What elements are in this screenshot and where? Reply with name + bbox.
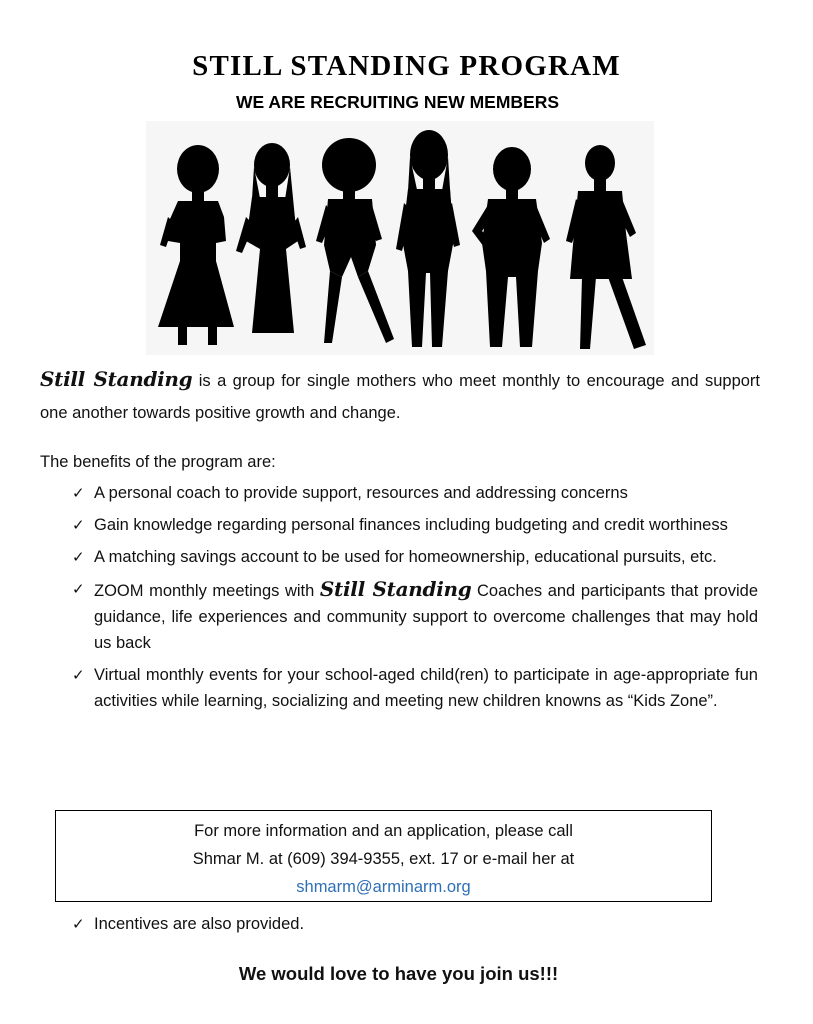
brand-name: Still Standing [40,367,193,391]
list-item [72,512,758,538]
list-item [72,544,758,570]
intro-text: is a group for single mothers who meet monthly to encourage and support one another towards positive growth and change. [40,372,760,422]
checkmark-icon: ✓ [72,548,85,566]
list-item [72,662,758,714]
benefit-text-prefix: ZOOM monthly meetings with [94,582,320,600]
silhouette-1 [158,145,234,345]
intro-paragraph [40,363,760,429]
benefits-list [72,480,758,720]
silhouette-2 [236,143,306,333]
list-item [72,480,758,506]
silhouette-4 [396,130,460,347]
checkmark-icon: ✓ [72,484,85,502]
benefit-text: A personal coach to provide support, resources and addressing concerns [94,484,628,502]
benefit-text: A matching savings account to be used for homeownership, educational pursuits, etc. [94,548,717,566]
incentive-text: Incentives are also provided. [94,915,305,933]
incentive-item [72,911,304,937]
checkmark-icon: ✓ [72,516,85,534]
checkmark-icon: ✓ [72,666,85,684]
silhouette-6 [566,145,646,349]
brand-name: Still Standing [319,577,472,601]
email-link[interactable]: shmarm@arminarm.org [296,878,471,896]
silhouette-3 [316,138,394,343]
silhouette-5 [472,147,550,347]
contact-box [55,810,712,902]
closing-message: We would love to have you join us!!! [238,963,559,984]
women-silhouettes-image [146,121,654,355]
benefit-text: Virtual monthly events for your school-aged child(ren) to participate in age-appropriate fun activities while learning, socializing and meeting new children knowns as “Kids Zone”. [94,666,758,710]
contact-line-2: Shmar M. at (609) 394-9355, ext. 17 or e-mail her at [192,850,575,868]
page-title: STILL STANDING PROGRAM [192,50,621,82]
checkmark-icon: ✓ [72,580,85,598]
page-subtitle: WE ARE RECRUITING NEW MEMBERS [235,92,560,112]
benefit-text: Gain knowledge regarding personal finances including budgeting and credit worthiness [94,516,728,534]
women-silhouettes-icon [146,121,654,355]
list-item [72,576,758,656]
benefit-text-suffix: Coaches and participants that provide guidance, life experiences and community support to overcome challenges that may hold us back [94,582,758,652]
benefits-heading: The benefits of the program are: [40,453,276,471]
contact-line-1: For more information and an application, please call [194,822,573,840]
checkmark-icon: ✓ [72,915,85,933]
